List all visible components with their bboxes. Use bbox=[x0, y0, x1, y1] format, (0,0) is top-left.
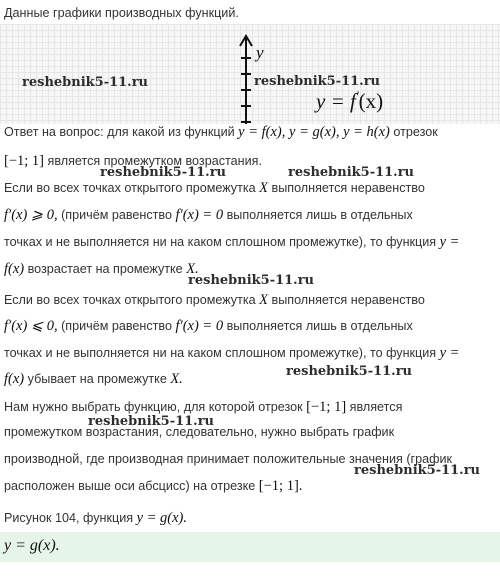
rule-increase-line-3: точках и не выполняется ни на каком сплошном промежутке), то функция y = bbox=[4, 234, 460, 250]
figure-reference: Рисунок 104, функция y = g(x). bbox=[4, 510, 188, 526]
watermark: reshebnik5-11.ru bbox=[354, 463, 481, 478]
choice-line-1: Нам нужно выбрать функцию, для которой отрезок [−1; 1] является bbox=[4, 399, 403, 415]
rule-decrease-line-3: точках и не выполняется ни на каком сплошном промежутке), то функция y = bbox=[4, 345, 460, 361]
watermark: reshebnik5-11.ru bbox=[22, 75, 149, 90]
rule-decrease-line-2: f′(x) ⩽ 0, (причём равенство f′(x) = 0 выполняется лишь в отдельных bbox=[4, 318, 413, 334]
question-line-1: Ответ на вопрос: для какой из функций y = f(x), y = g(x), y = h(x) отрезок bbox=[4, 124, 438, 140]
watermark: reshebnik5-11.ru bbox=[286, 364, 413, 379]
watermark: reshebnik5-11.ru bbox=[188, 273, 315, 288]
intro-title: Данные графики производных функций. bbox=[4, 6, 239, 20]
answer-box bbox=[0, 532, 500, 562]
question-line-2: [−1; 1] является промежутком возрастания. bbox=[4, 153, 262, 169]
answer-formula: y = g(x). bbox=[4, 537, 60, 554]
watermark: reshebnik5-11.ru bbox=[288, 165, 415, 180]
rule-increase-line-4: f(x) возрастает на промежутке X. bbox=[4, 261, 199, 277]
figure-formula: y = f′(x) bbox=[316, 88, 384, 113]
rule-decrease-line-1: Если во всех точках открытого промежутка X выполняется неравенство bbox=[4, 292, 425, 308]
rule-increase-line-1: Если во всех точках открытого промежутка X выполняется неравенство bbox=[4, 180, 425, 196]
y-axis-label: y bbox=[256, 43, 264, 62]
choice-line-3: производной, где производная принимает положительные значения (график bbox=[4, 452, 453, 466]
rule-increase-line-2: f′(x) ⩾ 0, (причём равенство f′(x) = 0 выполняется лишь в отдельных bbox=[4, 207, 413, 223]
rule-decrease-line-4: f(x) убывает на промежутке X. bbox=[4, 371, 183, 387]
derivative-graph-figure bbox=[0, 24, 500, 124]
graph-fragment bbox=[0, 24, 500, 124]
choice-line-2: промежутком возрастания, следовательно, нужно выбрать график bbox=[4, 425, 395, 439]
watermark: reshebnik5-11.ru bbox=[100, 165, 227, 180]
watermark: reshebnik5-11.ru bbox=[254, 74, 381, 89]
choice-line-4: расположен выше оси абсцисс) на отрезке [−1; 1]. bbox=[4, 478, 303, 494]
watermark: reshebnik5-11.ru bbox=[88, 414, 215, 429]
